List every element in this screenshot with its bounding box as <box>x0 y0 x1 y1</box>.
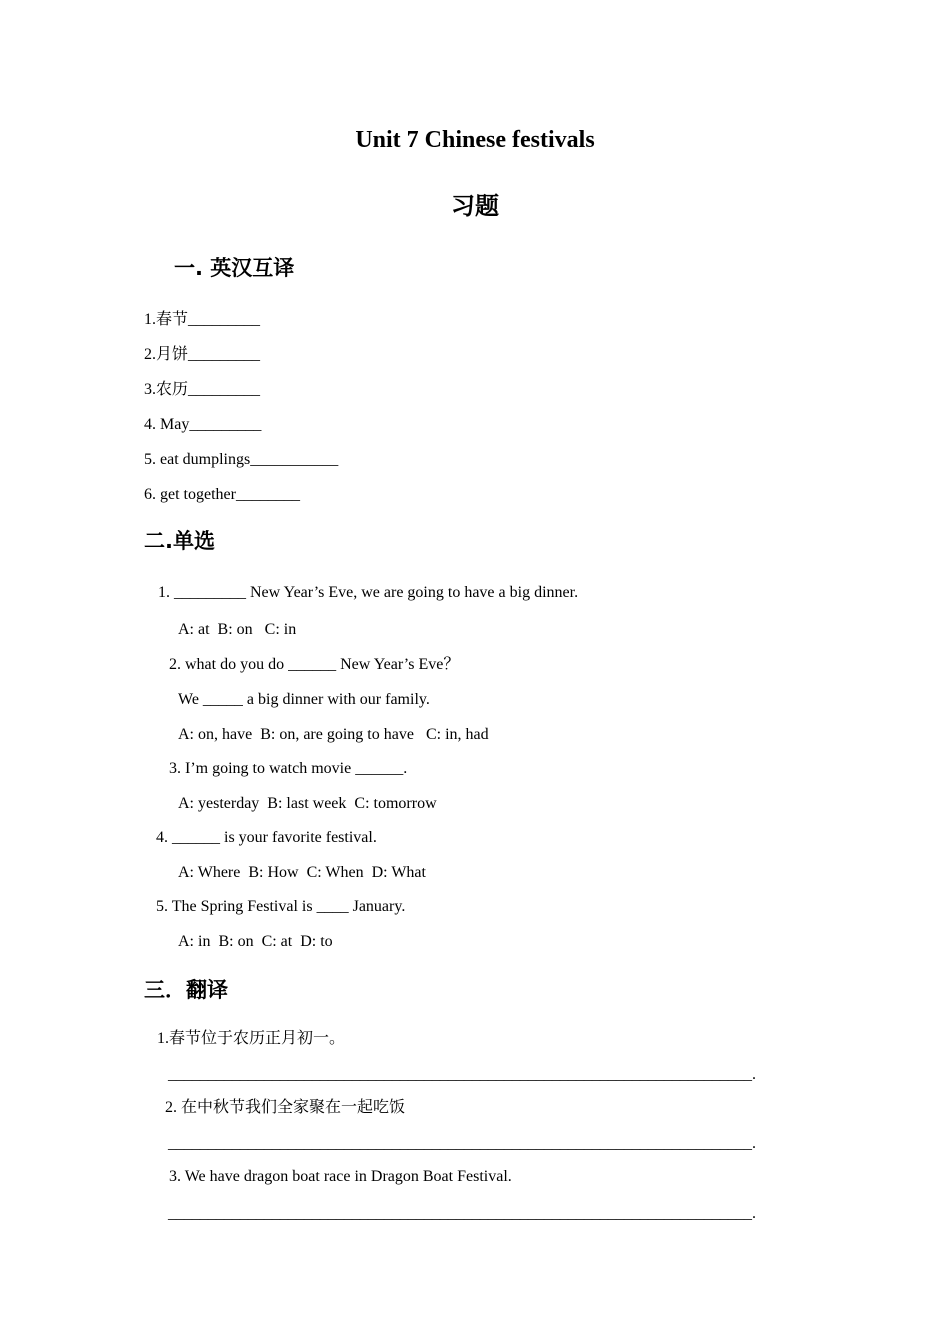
answer-line: _________________________________________________________________________. <box>168 1135 756 1152</box>
list-item: 5. eat dumplings___________ <box>144 451 339 468</box>
section-heading-translation: 一. 英汉互译 <box>174 256 295 280</box>
answer-options: A: on, have B: on, are going to have C: in, had <box>178 726 489 743</box>
question-text: 3. I’m going to watch movie ______. <box>169 760 408 777</box>
question-text: 2. what do you do ______ New Year’s Eve？ <box>169 656 460 673</box>
question-text: 3. We have dragon boat race in Dragon Boat Festival. <box>169 1168 512 1185</box>
section-heading-sentence-translation: 三．翻译 <box>144 978 228 1002</box>
list-item: 6. get together________ <box>144 486 300 503</box>
question-text: 5. The Spring Festival is ____ January. <box>156 898 406 915</box>
list-item: 1.春节_________ <box>144 311 261 328</box>
list-item: 4. May_________ <box>144 416 262 433</box>
question-text: 1.春节位于农历正月初一。 <box>157 1030 346 1047</box>
answer-options: A: in B: on C: at D: to <box>178 933 333 950</box>
question-text: 4. ______ is your favorite festival. <box>156 829 377 846</box>
list-item: 3.农历_________ <box>144 381 261 398</box>
page-subtitle: 习题 <box>451 192 499 220</box>
question-text: We _____ a big dinner with our family. <box>178 691 430 708</box>
page-title: Unit 7 Chinese festivals <box>355 127 595 153</box>
list-item: 2.月饼_________ <box>144 346 261 363</box>
question-text: 1. _________ New Year’s Eve, we are going to have a big dinner. <box>158 584 579 601</box>
question-text: 2. 在中秋节我们全家聚在一起吃饭 <box>165 1099 406 1116</box>
answer-line: _________________________________________________________________________. <box>168 1066 756 1083</box>
answer-options: A: yesterday B: last week C: tomorrow <box>178 795 437 812</box>
answer-options: A: Where B: How C: When D: What <box>178 864 426 881</box>
answer-options: A: at B: on C: in <box>178 621 297 638</box>
section-heading-multiple-choice: 二.单选 <box>144 529 215 553</box>
answer-line: _________________________________________________________________________. <box>168 1205 756 1222</box>
